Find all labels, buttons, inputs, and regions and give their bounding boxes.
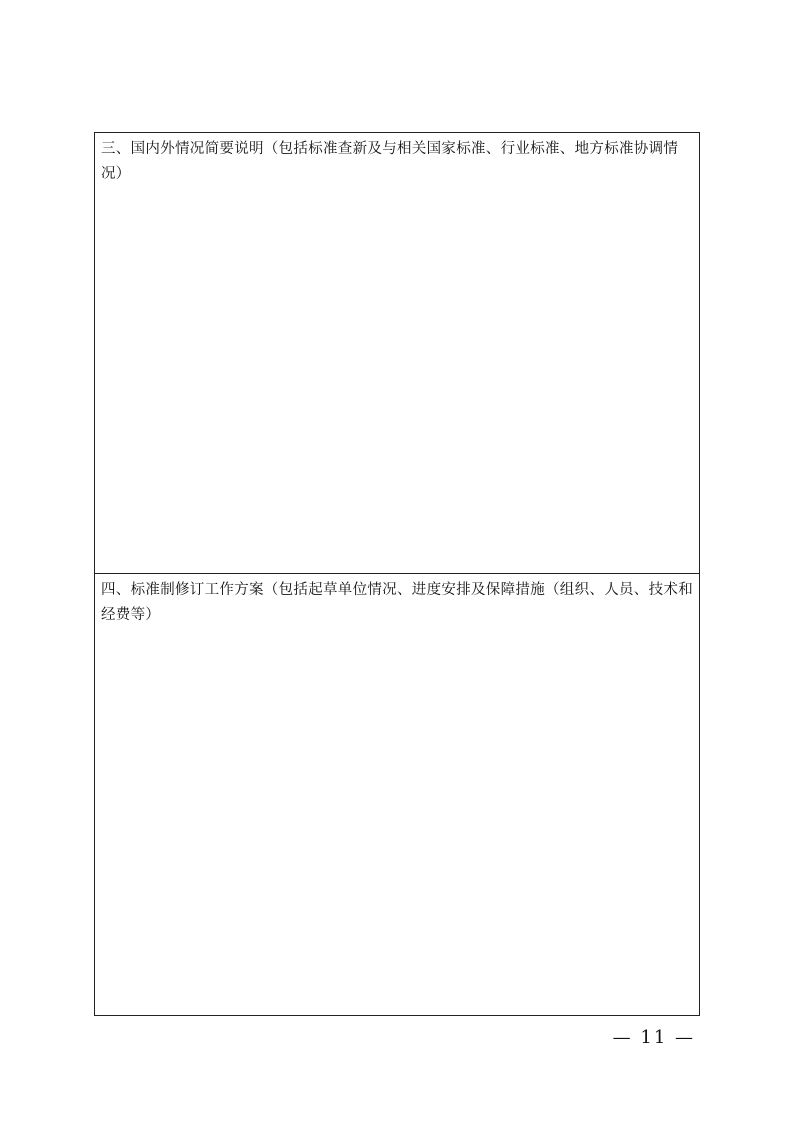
page-number: — 11 —: [612, 1027, 695, 1048]
section-heading: 四、标准制修订工作方案（包括起草单位情况、进度安排及保障措施（组织、人员、技术和经费等）: [101, 582, 693, 623]
section-heading: 三、国内外情况简要说明（包括标准查新及与相关国家标准、行业标准、地方标准协调情况）: [101, 141, 679, 182]
form-table: [94, 132, 700, 1016]
section-work-plan: [95, 574, 699, 1015]
section-domestic-international-situation: [95, 133, 699, 574]
